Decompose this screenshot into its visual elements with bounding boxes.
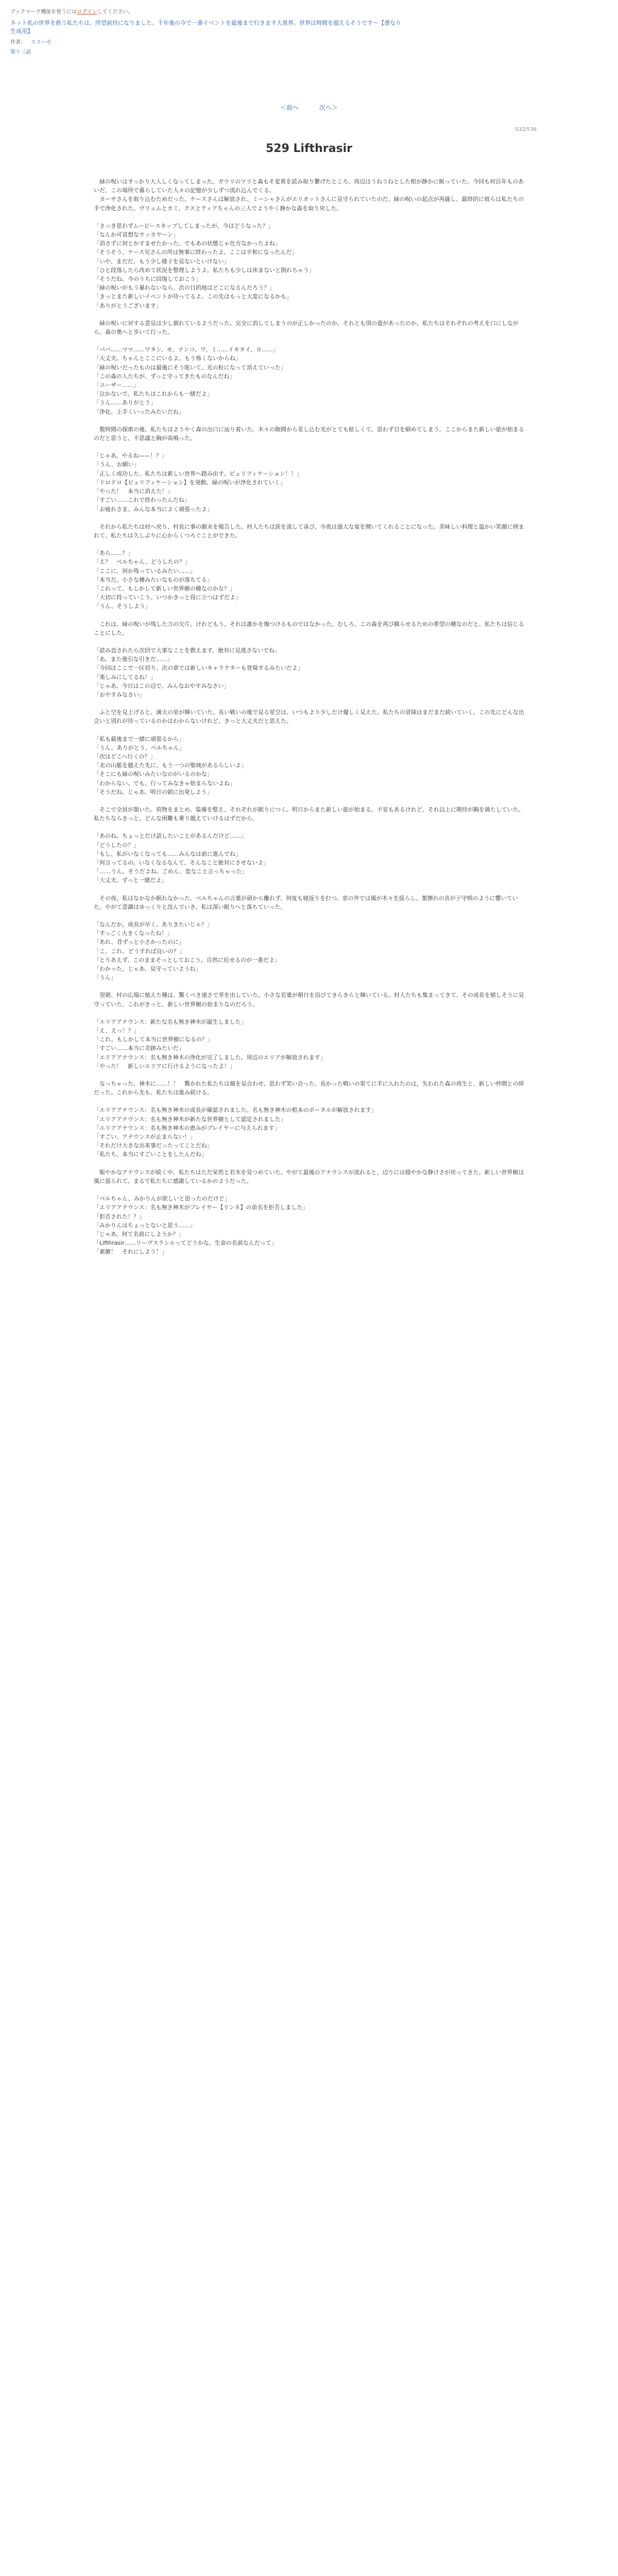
notice-suffix: してください。	[97, 9, 133, 15]
paragraph: なっちゃった、神木に……！！ 驚かれた私たちは顔を見合わせ、思わず笑い合った。長かった戦いの果てに手に入れたのは、失われた森の再生と、新しい仲間との絆だった。これから先も、私たちは進み続ける。	[94, 1080, 524, 1096]
paragraph: 翌朝、村の広場に植えた種は、驚くべき速さで芽を出していた。小さな若葉が朝日を浴びてきらきらと輝いている。村人たちも集まってきて、その成長を嬉しそうに見守っていた。これがきっと、新しい世界樹の始まりなのだろう。	[94, 992, 524, 1008]
paragraph: 「エリアアナウンス：新たな名も無き神木が誕生しました」 「え、えっ！？」 「これ、もしかして本当に世界樹になるの？」 「すごい……本当に奇跡みたいだ」 「エリアアナウンス：名も無き神木の浄化が完了しました。周辺のエリアが解放されます」 「やった！ 新しいエリアに行けるようになったよ！」	[94, 1018, 326, 1070]
paragraph: 「読み直されたら次回で大事なことを教えます。絶対に見逃さないでね」 「あ、また強引な引きだ……」 「今回はここで一区切り。次の章では新しいキャラクターも登場するみたいだよ」 「楽しみにしてるね！」 「じゃあ、今日はこの辺で。みんなおやすみなさい」 「おやすみなさい」	[94, 647, 303, 698]
prev-link[interactable]: ＜前へ	[280, 104, 299, 111]
paragraph: ふと空を見上げると、満天の星が輝いていた。長い戦いの後で見る星空は、いつもより少しだけ優しく見えた。私たちの冒険はまだまだ続いていく。この先にどんな出会いと別れが待っているのかはわからないけれど、きっと大丈夫だと思えた。	[94, 709, 524, 725]
toc-row	[10, 47, 608, 55]
author-label: 作者：	[10, 40, 26, 45]
paragraph: 「エリアアナウンス：名も無き神木の成長が確認されました。名も無き神木の根本のポータルが解放されます」 「エリアアナウンス：名も無き神木が新たな世界樹として認定されました」 「エリアアナウンス：名も無き神木の恵みがプレイヤーに与えられます」 「すごい、アナウンスが止まらない！」 「それだけ大きな出来事だったってことだね」 「私たち、本当にすごいことをしたんだね」	[94, 1107, 377, 1158]
page-header	[10, 7, 608, 55]
paragraph: 賑やかなアナウンスが続く中、私たちはただ呆然と若木を見つめていた。やがて最後のアナウンスが流れると、辺りには穏やかな静けさが戻ってきた。新しい世界樹は風に揺られて、まるで私たちに感謝しているかのようだった。	[94, 1168, 524, 1184]
paragraph: 「なんだか、成長が早く、ありきたいじゃ？」 「すっごく大きくなったね！」 「あれ、昔ずっと小さかったのに」 「こ、これ、どうすれば良いの？」 「とりあえず、このままそっとしておこう。自然に任せるのが一番だよ」 「わかった。じゃあ、見守っていようね」 「うん」	[94, 921, 281, 981]
notice-prefix: ブックマーク機能を使うには	[10, 9, 77, 15]
paragraph: 「さっき思わずムービースキップしてしまったが、今はどうなった？」 「なんか可哀想なヤッカヤーン」 「消さずに何とかすませたかった。でもあの状態じゃ仕方なかったよね」 「そうそう、ケース兄さんの所は無事に終わったよ。ここは平和になったんだ」 「いや、まだだ。もう少し様子を見ないといけない」 「ひと段落したら改めて状況を整理しようよ。私たちも少しは休まないと倒れちゃう」 「そうだね。今のうちに回復しておこう」 「緑の呪いがもう暴れないなら、次の目的地はどこになるんだろう？」 「きっとまた新しいイベントが待ってるよ。この先はもっと大変になるかも」 「ありがとうございます」	[94, 222, 315, 309]
paragraph: 「パパ……ママ……ワタシ、モ、ナンコ、ワ、ミ……イキタイ、ヨ……」 「大丈夫。ちゃんとここにいるよ。もう怖くないからね」 「緑の呪いだったものは最後にそう呟いて、光の粒になって消えていった」 「この森の人たちが、ずっと守ってきたものなんだね」 「ユーザー……」 「泣かないで。私たちはこれからも一緒だよ」 「うん……ありがとう」 「浄化、上手くいったみたいだね」	[94, 346, 286, 415]
chapter-body	[94, 177, 524, 1265]
paragraph: その夜、私はなかなか眠れなかった。ベルちゃんの言葉が頭から離れず、何度も寝返りを打つ。窓の外では風が木々を揺らし、葉擦れの音が子守唄のように響いていた。やがて意識はゆっくりと沈んでいき、私は深い眠りへと落ちていった。	[94, 894, 518, 910]
next-link[interactable]: 次へ＞	[319, 104, 338, 111]
paragraph: 緑の呪いはすっかり大人しくなってしまった。ガウリのツリと森もそ変異を読み取り繋げたところ、周辺はうねうねとした根が静かに眠っていた。今回も何百年ものあいだ、この場所で暮らしていた人々の記憶が少しずつ流れ込んでくる。 カーサさんを取り込むためだった。ケースさんは解放され、ミーシャさんがエリオットさんに見守られていたのだ。緑の呪いの起点が再誕し、最終的に彼らは私たちの手で浄化された。ヴリュムとカミ、クスとティアちゃんの三人でようやく静かな森を取り戻した。	[94, 178, 524, 212]
page-number: 532/536	[515, 127, 537, 132]
author-link[interactable]: エリーゼ	[31, 40, 52, 45]
chapter-nav-top	[0, 103, 618, 112]
paragraph: 緑の呪いに対する意見は少し割れているようだった。完全に消してしまうのが正しかったのか、それとも別の道があったのか。私たちはそれぞれの考えを口にしながら、森の奥へと歩いて行った。	[94, 319, 519, 336]
login-notice	[10, 7, 608, 15]
author-meta	[10, 38, 608, 45]
paragraph: これは、緑の呪いが残した力の欠片。けれどもう、それは誰かを傷つけるものではなかった。むしろ、この森を再び蘇らせるための希望の種なのだと、私たちは信じることにした。	[94, 620, 524, 636]
paragraph: 「私も最後まで一緒に頑張るから」 「うん。ありがとう、ベルちゃん」 「次はどこへ行くの？」 「北の山脈を越えた先に、もう一つの聖域があるらしいよ」 「そこにも緑の呪いみたいなのがいるのかな」 「わからない。でも、行ってみなきゃ始まらないよね」 「そうだね。じゃあ、明日の朝に出発しよう」	[94, 735, 247, 795]
paragraph: 「あのね、ちょっとだけ話したいことがあるんだけど……」 「どうしたの？」 「もし、私がいなくなっても……みんなは前に進んでね」 「何言ってるの。いなくなるなんて、そんなこと絶対にさせないよ」 「……うん。そうだよね。ごめん、変なこと言っちゃった」 「大丈夫。ずっと一緒だよ」	[94, 833, 269, 884]
paragraph: 「あら……？」 「え？ ベルちゃん、どうしたの？」 「ここに、何か残っているみたい……」 「本当だ。小さな種みたいなものが落ちてる」 「これって、もしかして新しい世界樹の種なのかな？」 「大切に持っていこう。いつかきっと役に立つはずだよ」 「うん、そうしよう」	[94, 550, 241, 610]
toc-link[interactable]: 第十三話	[10, 49, 31, 55]
paragraph: 「じゃあ、やるね——！？」 「うん、お願い」 「正しく成功した、私たちは新しい世界へ踏み出す。ピュリフィケーション！！」 「ドロドロ【ピュリフィケーション】を発動。緑の呪いが浄化されていく」 「やった！ 本当に消えた！」 「すごい……これで終わったんだね」 「お疲れさま。みんな本当によく頑張ったよ」	[94, 452, 302, 513]
paragraph: 数時間の探索の後、私たちはようやく森の出口に辿り着いた。木々の隙間から差し込む光がとても眩しくて、思わず目を細めてしまう。ここからまた新しい旅が始まるのだと思うと、不思議と胸が高鳴った。	[94, 426, 524, 442]
chapter-title: 529 Lifthrasir	[265, 142, 353, 155]
login-link[interactable]: ログイン	[77, 9, 97, 15]
paragraph: それから私たちは村へ戻り、村長に事の顛末を報告した。村人たちは涙を流して喜び、今夜は盛大な宴を開いてくれることになった。美味しい料理と温かい笑顔に囲まれて、私たちは久しぶりに心からくつろぐことができた。	[94, 523, 524, 539]
series-title-link[interactable]: ネット私の世界を救う私たちは、所望前待になりました。千年後の今で一番イベントを最後まで行きます大異界。世界は時間を超えるそうです〜【書なり生成用】	[10, 20, 401, 35]
paragraph: そこで全員が頷いた。荷物をまとめ、装備を整え、それぞれが眠りにつく。明日からまた新しい旅が始まる。不安もあるけれど、それ以上に期待が胸を満たしていた。私たちならきっと、どんな困難も乗り越えていけるはずだから。	[94, 806, 524, 822]
paragraph: 「ベルちゃん、みかりんが欲しいと思ったのだけど」 「エリアアナウンス：名も無き神木がプレイヤー【リンネ】の命名を拒否しました」 「拒否された！？」 「みかりんはちょっとないと思う……」 「じゃあ、何て名前にしようか？」 「Lifthrasir……リーヴスラシルってどうかな。生命の名前なんだって」 「素敵！ それにしよう！」	[94, 1195, 308, 1256]
